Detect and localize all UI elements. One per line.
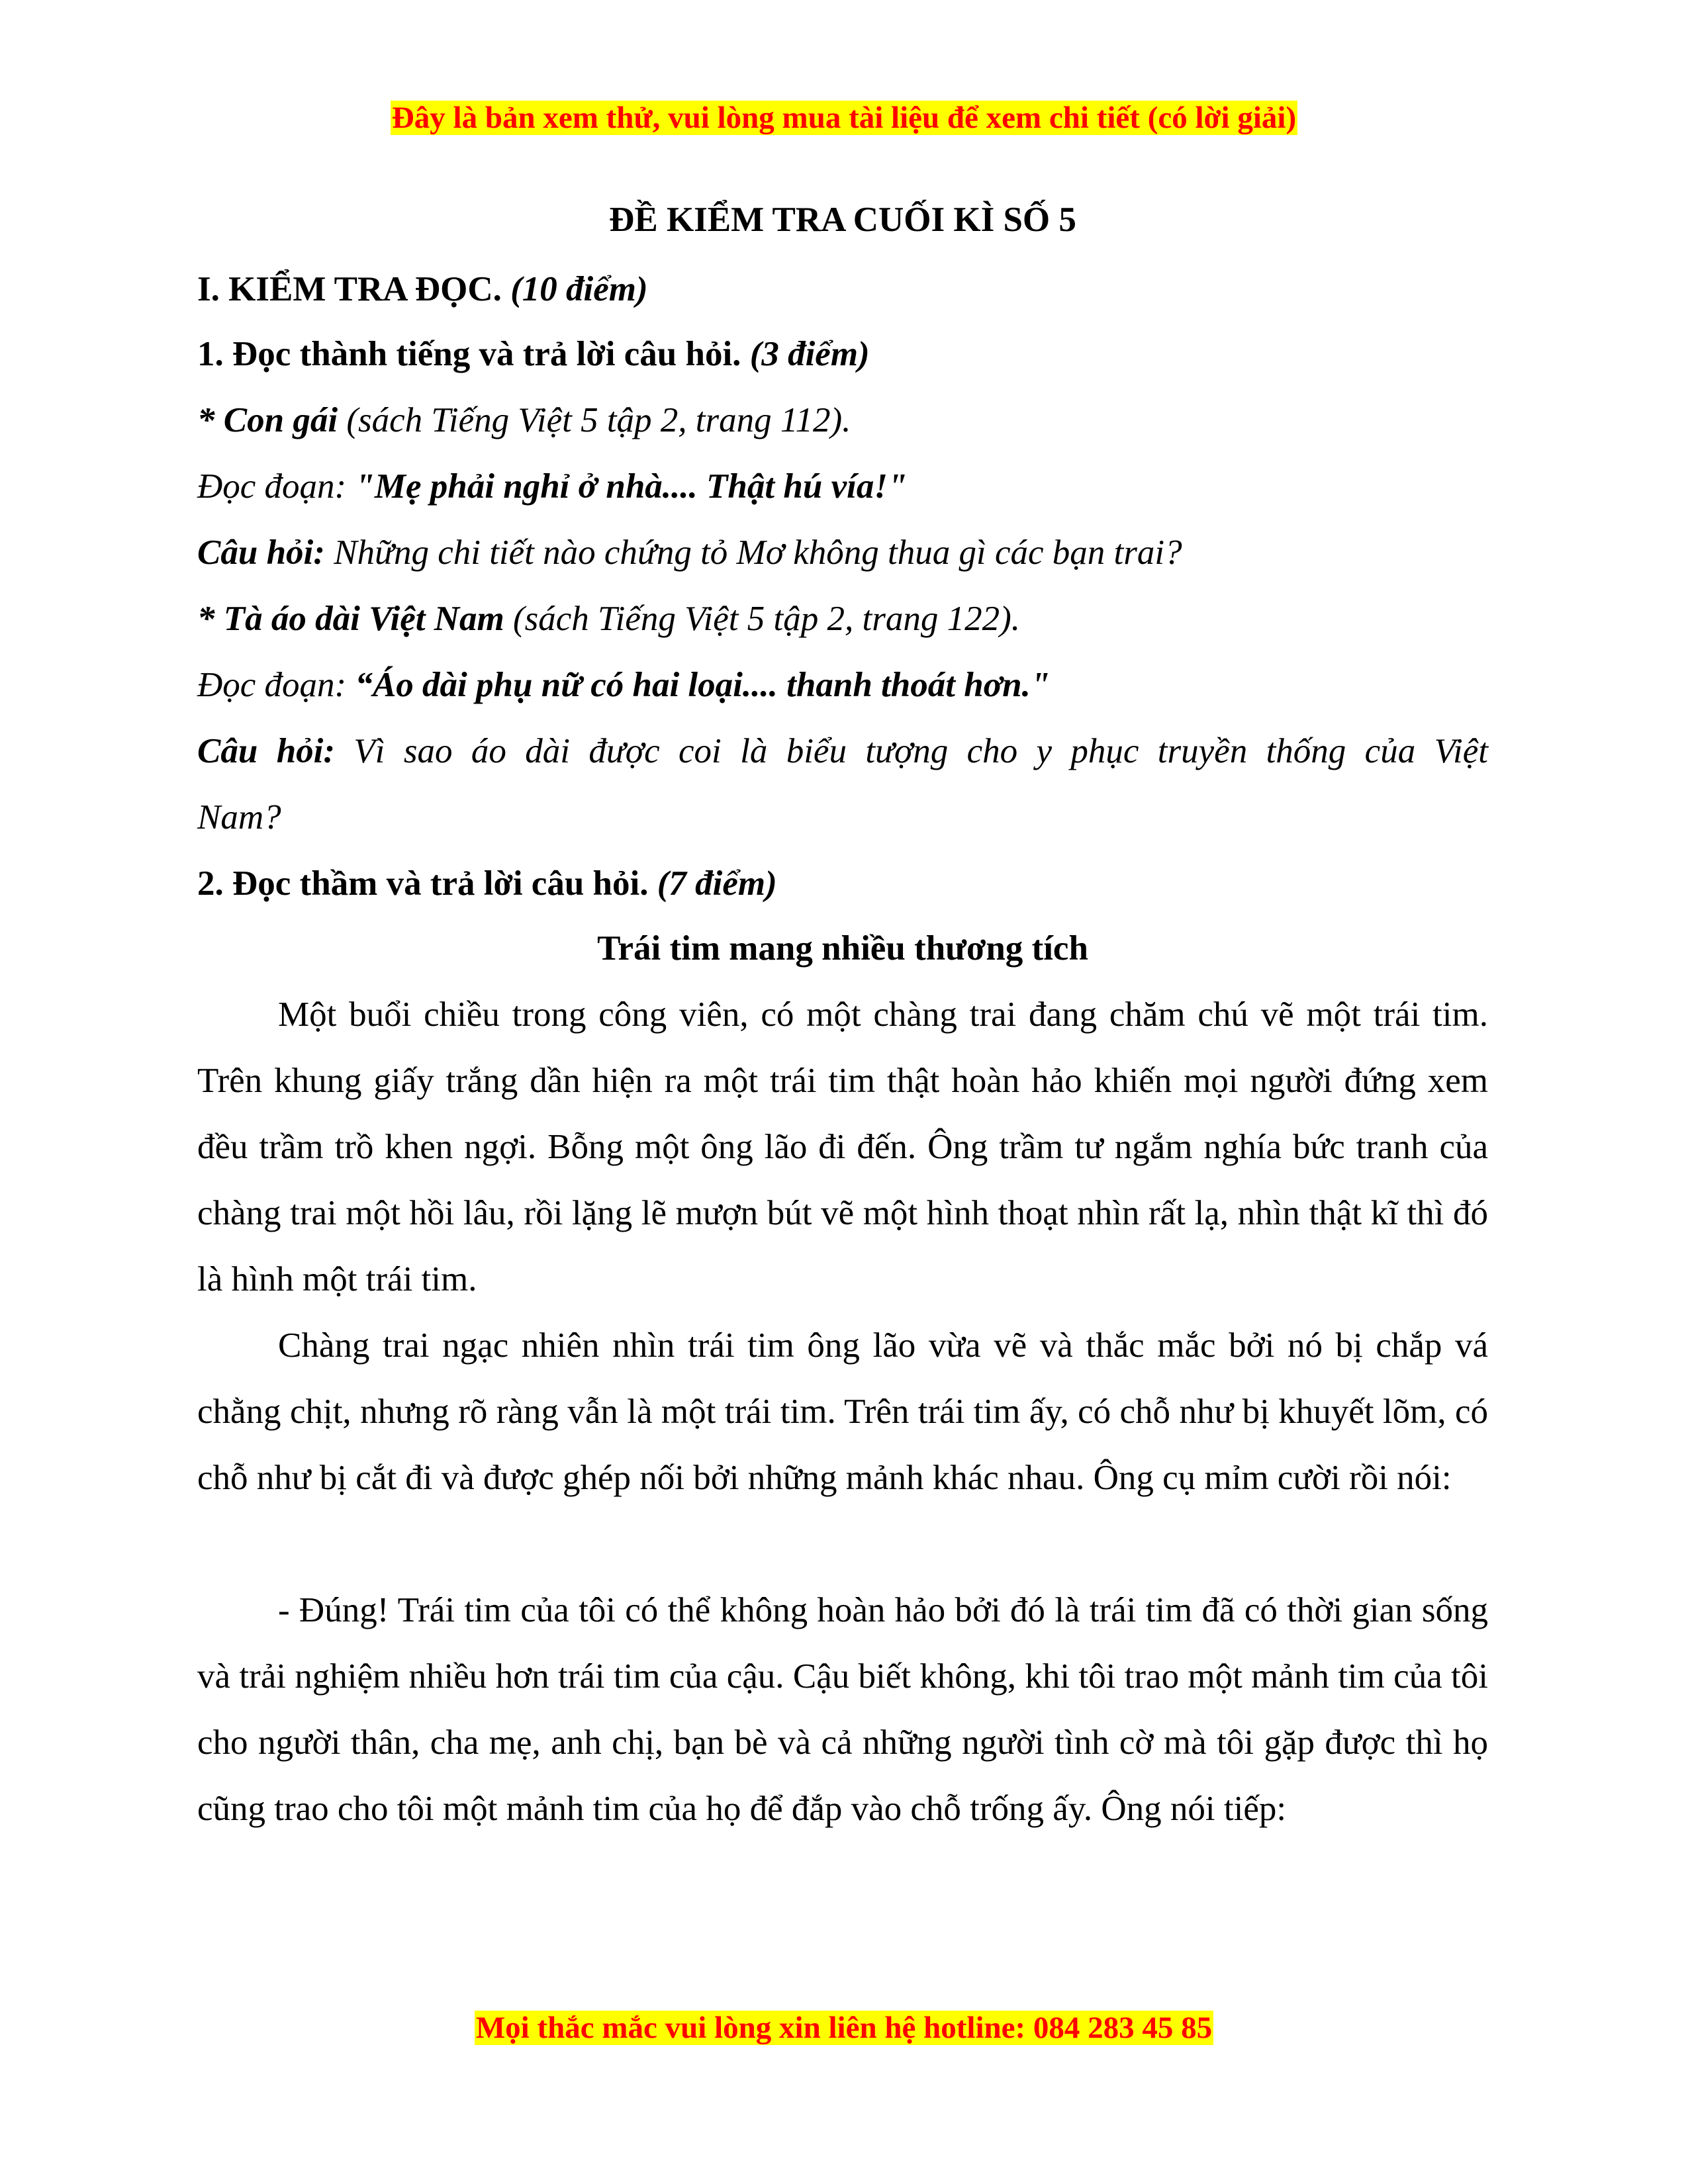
reading-title: * Con gái (197, 401, 338, 439)
preview-notice-banner (0, 99, 1688, 136)
part-label: 2. Đọc thầm và trả lời câu hỏi. (197, 864, 649, 903)
story-body-2 (197, 1312, 1488, 1511)
section-heading-reading (197, 268, 1488, 310)
excerpt-text: “Áo dài phụ nữ có hai loại.... thanh thoát hơn." (355, 666, 1051, 704)
exam-title: ĐỀ KIỂM TRA CUỐI KÌ SỐ 5 (609, 201, 1076, 239)
part-heading-silent-reading (197, 862, 1488, 905)
part-label: 1. Đọc thành tiếng và trả lời câu hỏi. (197, 335, 741, 373)
reading-source: (sách Tiếng Việt 5 tập 2, trang 112). (338, 401, 851, 439)
question-label: Câu hỏi: (197, 732, 336, 770)
story-paragraph: - Đúng! Trái tim của tôi có thể không hoàn hảo bởi đó là trái tim đã có thời gian sống và trải nghiệm nhiều hơn trái tim của cậu. Cậu biết không, khi tôi trao một mảnh tim của tôi cho người thân, cha mẹ, anh chị, bạn bè và cả những người tình cờ mà tôi gặp được thì họ cũng trao cho tôi một mảnh tim của họ để đắp vào chỗ trống ấy. Ông nói tiếp: (197, 1591, 1488, 1828)
part-points: (3 điểm) (749, 335, 870, 373)
question-text: Vì sao áo dài được coi là biểu tượng cho y phục truyền thống của Việt (335, 732, 1488, 770)
excerpt-label: Đọc đoạn: (197, 467, 355, 506)
reading-2-excerpt-line (197, 664, 1488, 706)
story-title: Trái tim mang nhiều thương tích (597, 929, 1088, 968)
part-points: (7 điểm) (657, 864, 777, 903)
part-heading-read-aloud (197, 333, 1488, 375)
section-label: I. KIỂM TRA ĐỌC. (197, 270, 502, 308)
story-paragraph: Chàng trai ngạc nhiên nhìn trái tim ông lão vừa vẽ và thắc mắc bởi nó bị chắp vá chằng chịt, nhưng rõ ràng vẫn là một trái tim. Trên trái tim ấy, có chỗ như bị khuyết lõm, có chỗ như bị cắt đi và được ghép nối bởi những mảnh khác nhau. Ông cụ mỉm cười rồi nói: (197, 1326, 1488, 1497)
story-paragraph: Một buổi chiều trong công viên, có một chàng trai đang chăm chú vẽ một trái tim. Trên khung giấy trắng dần hiện ra một trái tim thật hoàn hảo khiến mọi người đứng xem đều trầm trồ khen ngợi. Bỗng một ông lão đi đến. Ông trầm tư ngắm nghía bức tranh của chàng trai một hồi lâu, rồi lặng lẽ mượn bút vẽ một hình thoạt nhìn rất lạ, nhìn thật kĩ thì đó là hình một trái tim. (197, 995, 1488, 1298)
question-text: Những chi tiết nào chứng tỏ Mơ không thua gì các bạn trai? (324, 533, 1182, 572)
reading-1-excerpt-line (197, 465, 1488, 508)
reading-2-question-line (197, 730, 1488, 772)
reading-source: (sách Tiếng Việt 5 tập 2, trang 122). (504, 600, 1020, 638)
story-body (197, 981, 1488, 1312)
preview-notice-text: Đây là bản xem thử, vui lòng mua tài liệu để xem chi tiết (có lời giải) (391, 101, 1297, 135)
story-body-3 (197, 1577, 1488, 1842)
question-label: Câu hỏi: (197, 533, 325, 572)
reading-2-title-line (197, 598, 1488, 640)
section-points: (10 điểm) (510, 270, 648, 308)
excerpt-label: Đọc đoạn: (197, 666, 355, 704)
hotline-text: Mọi thắc mắc vui lòng xin liên hệ hotline: 084 283 45 85 (475, 2011, 1213, 2045)
reading-1-title-line (197, 399, 1488, 441)
hotline-banner (0, 2009, 1688, 2046)
reading-2-question-continuation: Nam? (197, 798, 281, 837)
excerpt-text: "Mẹ phải nghỉ ở nhà.... Thật hú vía!" (355, 467, 908, 506)
reading-1-question-line (197, 531, 1488, 574)
reading-title: * Tà áo dài Việt Nam (197, 600, 504, 638)
